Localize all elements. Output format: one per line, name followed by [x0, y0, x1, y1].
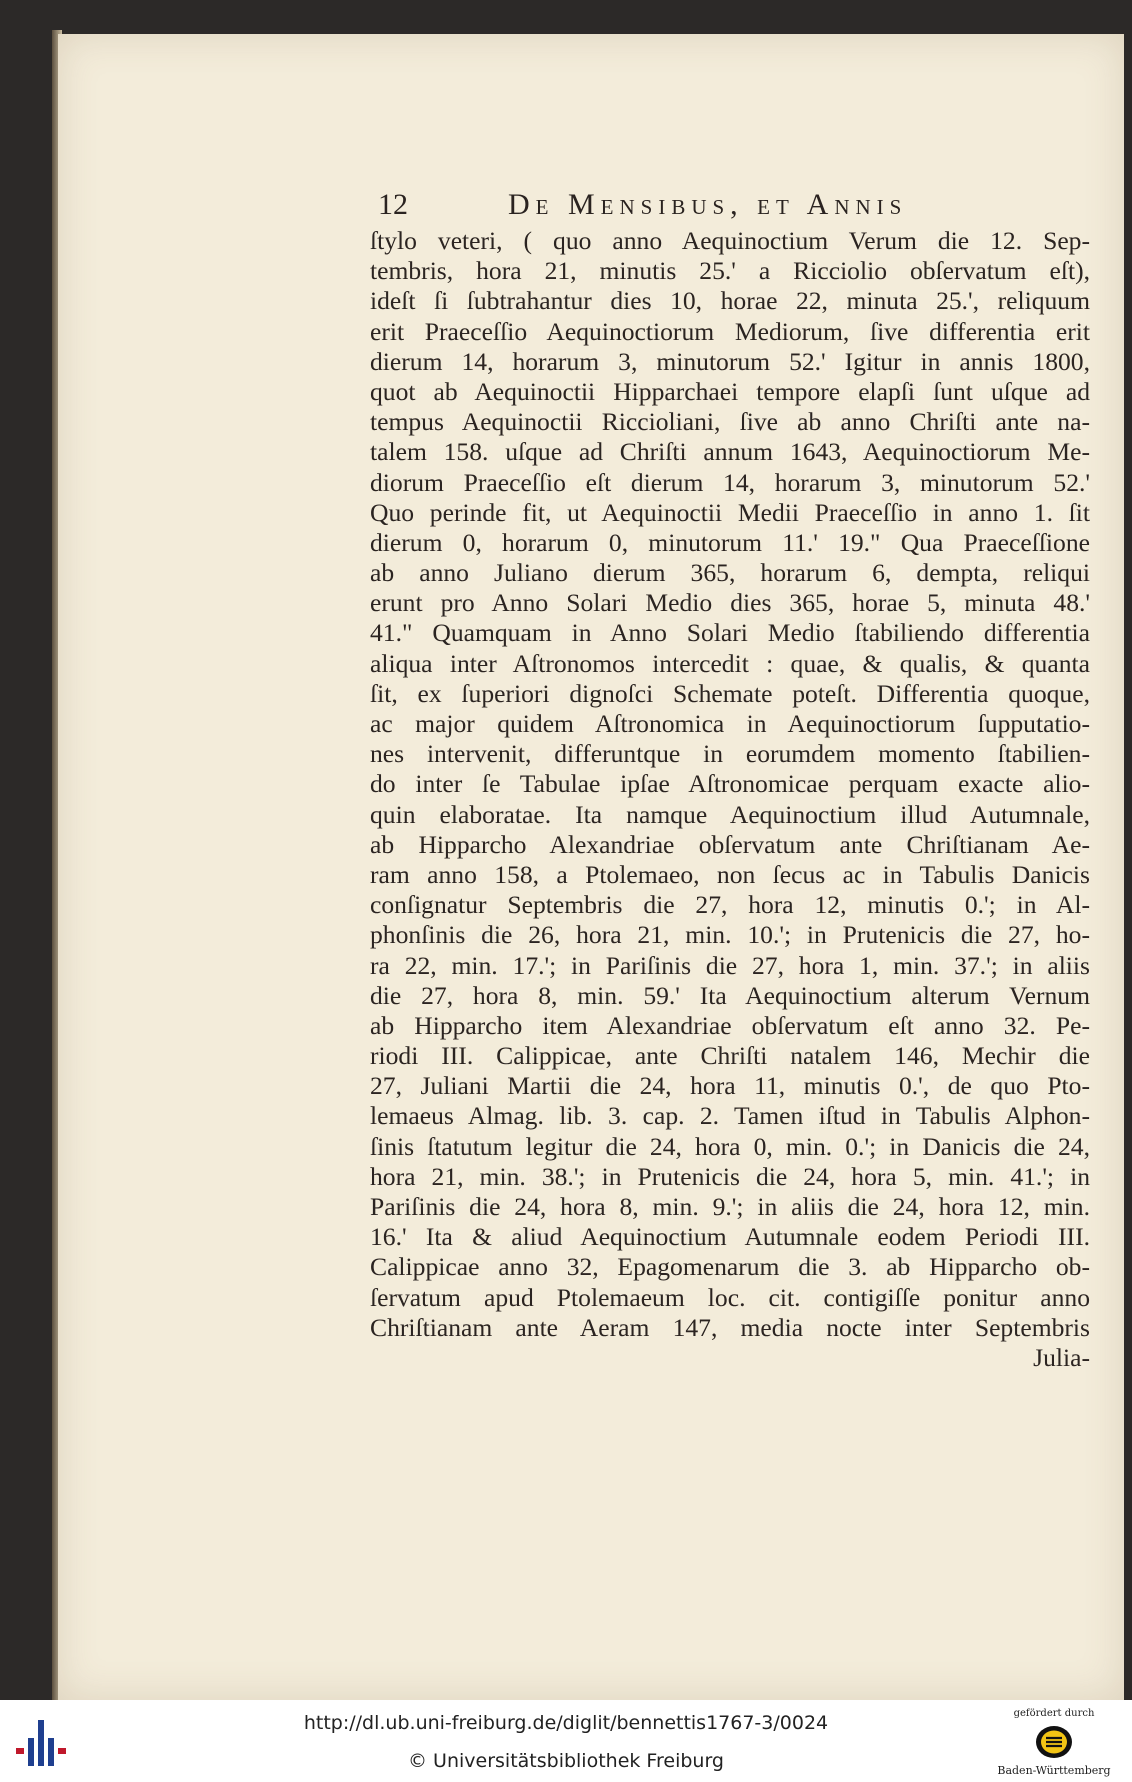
text-line: ab Hipparcho item Alexandriae obſervatum eſt anno 32. Pe- [370, 1010, 1090, 1040]
text-line: tembris, hora 21, minutis 25.' a Ricciolio obſervatum eſt), [370, 256, 1090, 286]
text-line: Quo perinde fit, ut Aequinoctii Medii Praeceſſio in anno 1. ſit [370, 497, 1090, 527]
text-line: dierum 14, horarum 3, minutorum 52.' Igitur in annis 1800, [370, 346, 1090, 376]
text-line: ſinis ſtatutum legitur die 24, hora 0, min. 0.'; in Danicis die 24, [370, 1131, 1090, 1161]
text-line: 27, Juliani Martii die 24, hora 11, minutis 0.', de quo Pto- [370, 1071, 1090, 1101]
text-line: ideſt ſi ſubtrahantur dies 10, horae 22, minuta 25.', reliquum [370, 286, 1090, 316]
text-line: quot ab Aequinoctii Hipparchaei tempore elapſi ſunt uſque ad [370, 376, 1090, 406]
text-line: diorum Praeceſſio eſt dierum 14, horarum 3, minutorum 52.' [370, 467, 1090, 497]
text-line: erit Praeceſſio Aequinoctiorum Mediorum, ſive differentia erit [370, 316, 1090, 346]
baden-wuerttemberg-crest-icon [1034, 1724, 1074, 1760]
page-number: 12 [378, 188, 408, 221]
sponsor-name: Baden-Württemberg [997, 1764, 1111, 1777]
text-line: ſervatum apud Ptolemaeum loc. cit. contigiſſe ponitur anno [370, 1282, 1090, 1312]
text-line: conſignatur Septembris die 27, hora 12, minutis 0.'; in Al- [370, 890, 1090, 920]
text-line: nes intervenit, differuntque in eorumdem momento ſtabilien- [370, 739, 1090, 769]
text-line: Chriſtianam ante Aeram 147, media nocte inter Septembris [370, 1312, 1090, 1342]
running-head [378, 188, 1098, 224]
text-line: 41." Quamquam in Anno Solari Medio ſtabiliendo differentia [370, 618, 1090, 648]
text-line: aliqua inter Aſtronomos intercedit : quae, & qualis, & quanta [370, 648, 1090, 678]
text-line: ſtylo veteri, ( quo anno Aequinoctium Verum die 12. Sep- [370, 226, 1090, 255]
text-line: dierum 0, horarum 0, minutorum 11.' 19." Qua Praeceſſione [370, 527, 1090, 557]
permalink-url[interactable]: http://dl.ub.uni-freiburg.de/diglit/bennettis1767-3/0024 [303, 1712, 829, 1734]
text-line: Calippicae anno 32, Epagomenarum die 3. ab Hipparcho ob- [370, 1252, 1090, 1282]
copyright-notice: © Universitätsbibliothek Freiburg [408, 1750, 724, 1772]
text-line: phonſinis die 26, hora 21, min. 10.'; in Prutenicis die 27, ho- [370, 920, 1090, 950]
text-line: ram anno 158, a Ptolemaeo, non ſecus ac in Tabulis Danicis [370, 859, 1090, 889]
text-line: do inter ſe Tabulae ipſae Aſtronomicae perquam exacte alio- [370, 769, 1090, 799]
text-line: ſit, ex ſuperiori dignoſci Schemate poteſt. Differentia quoque, [370, 678, 1090, 708]
running-head-title: De Mensibus, et Annis [508, 188, 908, 221]
text-line: ac major quidem Aſtronomica in Aequinoctiorum ſupputatio- [370, 709, 1090, 738]
text-line: ab Hipparcho Alexandriae obſervatum ante Chriſtianam Ae- [370, 829, 1090, 859]
text-line: erunt pro Anno Solari Medio dies 365, horae 5, minuta 48.' [370, 588, 1090, 618]
text-line: 16.' Ita & aliud Aequinoctium Autumnale eodem Periodi III. [370, 1222, 1090, 1252]
text-line: ra 22, min. 17.'; in Pariſinis die 27, hora 1, min. 37.'; in aliis [370, 950, 1090, 980]
catchword: Julia- [1033, 1342, 1090, 1372]
text-line: lemaeus Almag. lib. 3. cap. 2. Tamen iſtud in Tabulis Alphon- [370, 1101, 1090, 1131]
text-line: Pariſinis die 24, hora 8, min. 9.'; in aliis die 24, hora 12, min. [370, 1192, 1090, 1221]
sponsor-badge [984, 1708, 1124, 1780]
text-line: riodi III. Calippicae, ante Chriſti natalem 146, Mechir die [370, 1041, 1090, 1071]
text-line: quin elaboratae. Ita namque Aequinoctium illud Autumnale, [370, 799, 1090, 829]
viewer-footer [0, 1700, 1132, 1782]
text-line: die 27, hora 8, min. 59.' Ita Aequinoctium alterum Vernum [370, 980, 1090, 1010]
body-text [370, 226, 1090, 1373]
text-line: ab anno Juliano dierum 365, horarum 6, dempta, reliqui [370, 558, 1090, 588]
text-line: tempus Aequinoctii Riccioliani, ſive ab anno Chriſti ante na- [370, 407, 1090, 437]
sponsor-caption: gefördert durch [1013, 1708, 1095, 1719]
text-line: talem 158. uſque ad Chriſti annum 1643, Aequinoctiorum Me- [370, 437, 1090, 467]
text-line: hora 21, min. 38.'; in Prutenicis die 24, hora 5, min. 41.'; in [370, 1161, 1090, 1191]
